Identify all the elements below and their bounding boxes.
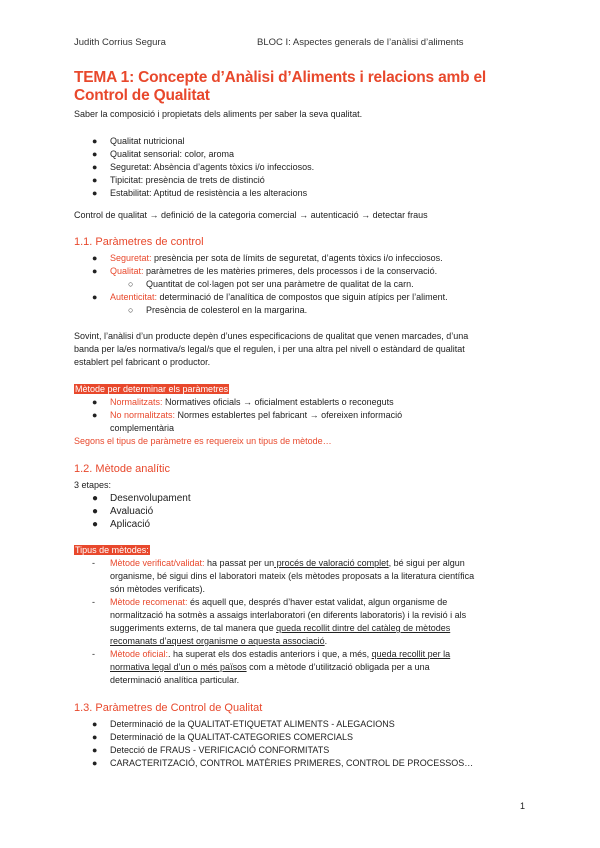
- list-item: ● Aplicació: [92, 519, 151, 530]
- list-item: ● No normalitzats: Normes establertes pel fabricant → ofereixen informació: [92, 410, 403, 420]
- control-params-list: [92, 252, 448, 317]
- list-item: ● Autenticitat: determinació de l’analítica de compostos que siguin atípics per l’aliment.: [92, 292, 448, 302]
- section-heading-1-2: 1.2. Mètode analític: [74, 463, 171, 475]
- list-item: ● Seguretat: presència per sota de límits de seguretat, d’agents tòxics i/o infecciosos.: [92, 253, 443, 263]
- control-line: Control de qualitat → definició de la categoria comercial → autenticació → detectar fraus: [74, 210, 428, 220]
- header-block: BLOC I: Aspectes generals de l’anàlisi d’aliments: [257, 37, 464, 48]
- page-number: 1: [520, 801, 526, 811]
- section-heading-1-1: 1.1. Paràmetres de control: [74, 236, 204, 248]
- list-item: ● Seguretat: Absència d’agents tòxics i/o infecciosos.: [92, 162, 315, 172]
- list-item: ● Qualitat nutricional: [92, 136, 185, 146]
- list-item-continuation: complementària: [110, 423, 175, 433]
- header-author: Judith Corrius Segura: [74, 37, 166, 48]
- list-subitem: ○ Quantitat de col·lagen pot ser una paràmetre de qualitat de la carn.: [128, 279, 414, 289]
- list-item: - Mètode oficial:. ha superat els dos estadis anteriors i que, a més, queda recollit per la: [92, 649, 451, 659]
- list-item: ● Tipicitat: presència de trets de distinció: [92, 175, 265, 185]
- method-label: Mètode per determinar els paràmetres: [75, 384, 229, 394]
- list-item: ● CARACTERITZACIÓ, CONTROL MATÈRIES PRIMERES, CONTROL DE PROCESSOS…: [92, 758, 474, 768]
- list-item: - Mètode verificat/validat: ha passat per un procés de valoració complet, bé sigui per algun: [92, 558, 465, 568]
- page-title: TEMA 1: Concepte d’Anàlisi d’Aliments i relacions amb el Control de Qualitat: [74, 69, 486, 104]
- quality-list: [92, 135, 315, 200]
- types-label: Tipus de mètodes:: [75, 545, 149, 555]
- method-note: Segons el tipus de paràmetre es requereix un tipus de mètode…: [74, 436, 332, 446]
- list-item: ● Qualitat sensorial: color, aroma: [92, 149, 235, 159]
- list-item: ● Desenvolupament: [92, 493, 191, 504]
- list-item: ● Avaluació: [92, 506, 154, 517]
- method-types-list: - Mètode verificat/validat: ha passat per un procés de valoració complet, bé sigui per algun organisme, bé sigui dins el laboratori mateix (els mètodes proposats a la literatura científica són mètodes verificats). - Mètode recomenat: és aquell que, després d’haver estat validat, algun organisme de normalització ha sotmès a assaigs interlaboratori (en diferents laboratoris) i la revisió i als suggeriments externs, de tal manera que queda recollit dintre del catàleg de mètodes recomanats d’aquest organisme o aquesta associació. - Mètode oficial:. ha superat els dos estadis anteriors i que, a més, queda recollit per la normativa legal d’un o més països com a mètode d’utilització obligada per a una determinació analítica particular.: [110, 557, 532, 687]
- stages-label: 3 etapes:: [74, 480, 112, 490]
- qc-params-list: [92, 718, 474, 770]
- paragraph-line: establert pel fabricant o productor.: [74, 357, 211, 367]
- list-item: ● Qualitat: paràmetres de les matèries primeres, dels processos i de la conservació.: [92, 266, 438, 276]
- section-heading-1-3: 1.3. Paràmetres de Control de Qualitat: [74, 702, 263, 714]
- paragraph-line: Sovint, l’anàlisi d’un producte depèn d’unes especificacions de qualitat que venen marcades, d’una: [74, 331, 469, 341]
- intro-text: Saber la composició i propietats dels aliments per saber la seva qualitat.: [74, 109, 363, 119]
- stages-list: [92, 492, 191, 531]
- list-item: ● Detecció de FRAUS - VERIFICACIÓ CONFORMITATS: [92, 745, 330, 755]
- paragraph-line: banda per la/es normativa/s legal/s que el regulen, i per una altra pel nivell o estàndard de qualitat: [74, 344, 465, 354]
- list-item: ● Estabilitat: Aptitud de resistència a les alteracions: [92, 188, 308, 198]
- list-item: - Mètode recomenat: és aquell que, després d’haver estat validat, algun organisme de: [92, 597, 448, 607]
- list-item: ● Determinació de la QUALITAT-CATEGORIES COMERCIALS: [92, 732, 354, 742]
- list-item: ● Determinació de la QUALITAT-ETIQUETAT ALIMENTS - ALEGACIONS: [92, 719, 395, 729]
- list-item: ● Normalitzats: Normatives oficials → oficialment establerts o reconeguts: [92, 397, 394, 407]
- list-subitem: ○ Presència de colesterol en la margarina.: [128, 305, 308, 315]
- methods-list: [92, 396, 403, 435]
